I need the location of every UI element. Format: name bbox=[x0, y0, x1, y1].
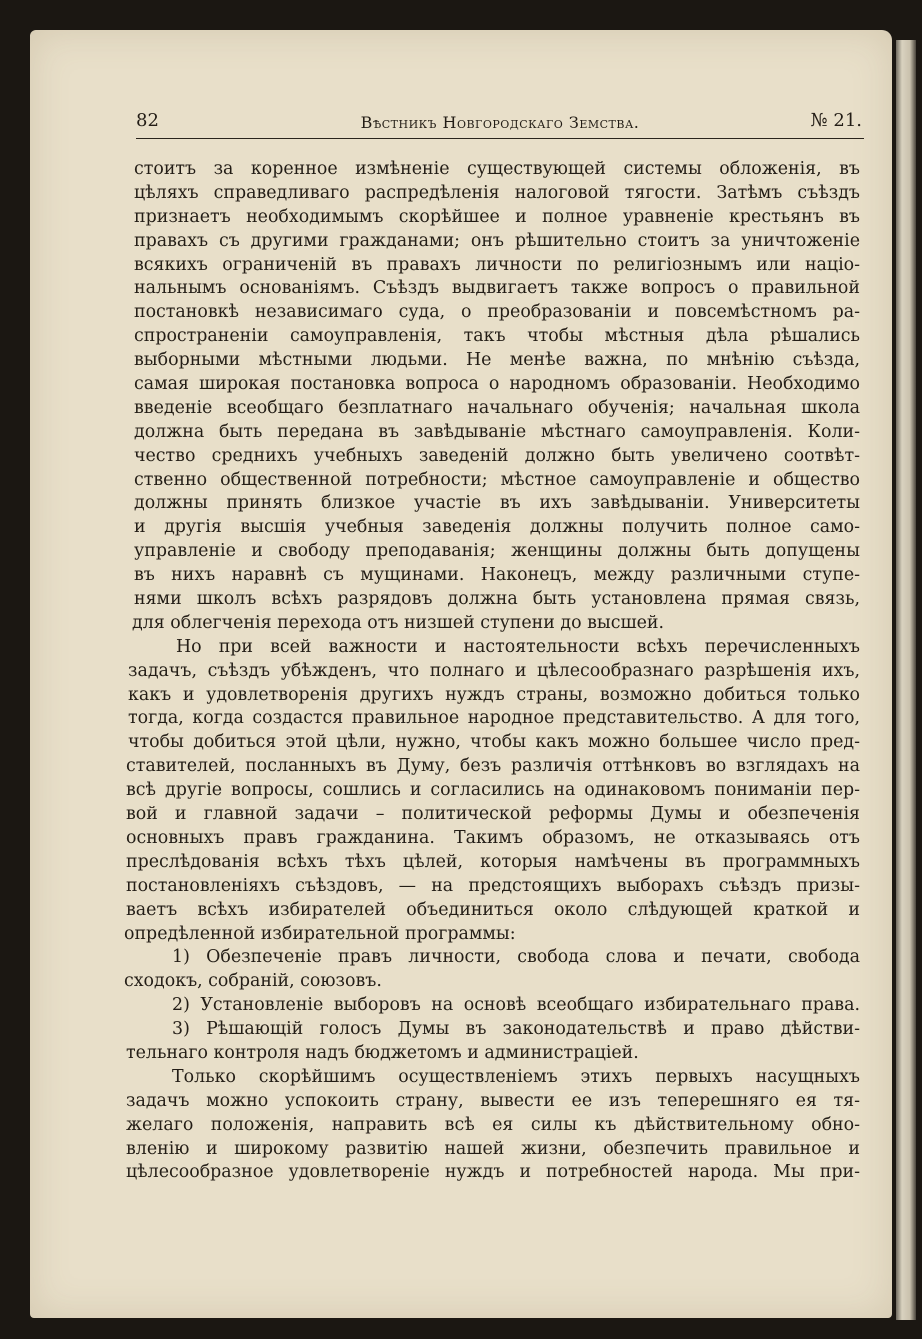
text-line: цѣляхъ справедливаго распредѣленія налоговой тягости. Затѣмъ съѣздъ bbox=[134, 182, 860, 203]
article-body bbox=[124, 158, 860, 1185]
text-line: задачъ, съѣздъ убѣжденъ, что полнаго и цѣлесообразнаго разрѣшенія ихъ, bbox=[128, 660, 860, 681]
text-line: опредѣленной избирательной программы: bbox=[124, 923, 516, 944]
text-line: задачъ можно успокоить страну, вывести ее изъ теперешняго ея тя- bbox=[126, 1090, 860, 1111]
text-line: всякихъ ограниченій въ правахъ личности по религіознымъ или націо- bbox=[134, 254, 860, 275]
page-number: 82 bbox=[136, 110, 159, 131]
text-line: вленію и широкому развитію нашей жизни, обезпечить правильное и bbox=[126, 1138, 860, 1159]
text-line: спространеніи самоуправленія, такъ чтобы мѣстныя дѣла рѣшались bbox=[134, 326, 860, 347]
text-line: выборными мѣстными людьми. Не менѣе важна, по мнѣнію съѣзда, bbox=[134, 350, 860, 371]
text-line: нями школъ всѣхъ разрядовъ должна быть установлена прямая связь, bbox=[134, 589, 860, 610]
issue-number: № 21. bbox=[810, 110, 862, 131]
text-line: тогда, когда создастся правильное народное представительство. А для того, bbox=[128, 708, 860, 729]
text-line: и другія высшія учебныя заведенія должны получить полное само- bbox=[134, 517, 860, 538]
text-line: ственно общественной потребности; мѣстное самоуправленіе и общество bbox=[134, 469, 860, 490]
text-line: въ нихъ наравнѣ съ мущинами. Наконецъ, между различными ступе- bbox=[134, 565, 860, 586]
text-line: стоитъ за коренное измѣненіе существующей системы обложенія, въ bbox=[134, 159, 860, 179]
text-line: 2) Установленіе выборовъ на основѣ всеобщаго избирательнаго права. bbox=[172, 995, 860, 1016]
text-line: правахъ съ другими гражданами; онъ рѣшительно стоитъ за уничтоженіе bbox=[134, 230, 860, 251]
running-header bbox=[136, 110, 864, 139]
text-line: введеніе всеобщаго безплатнаго начальнаго обученія; начальная школа bbox=[134, 397, 860, 418]
text-line: должны принять близкое участіе въ ихъ завѣдываніи. Университеты bbox=[134, 493, 860, 514]
text-line: 3) Рѣшающій голосъ Думы въ законодательствѣ и право дѣйстви- bbox=[172, 1019, 860, 1040]
text-line: основныхъ правъ гражданина. Такимъ образомъ, не отказываясь отъ bbox=[126, 827, 860, 848]
text-line: вой и главной задачи – политической реформы Думы и обезпеченія bbox=[126, 804, 860, 825]
text-line: сходокъ, собраній, союзовъ. bbox=[124, 971, 382, 992]
text-line: 1) Обезпеченіе правъ личности, свобода слова и печати, свобода bbox=[172, 947, 860, 968]
text-line: постановленіяхъ съѣздовъ, — на предстоящихъ выборахъ съѣздъ призы- bbox=[126, 875, 860, 896]
journal-title: Вѣстникъ Новгородскаго Земства. bbox=[360, 113, 640, 132]
text-line: Но при всей важности и настоятельности всѣхъ перечисленныхъ bbox=[176, 636, 860, 657]
text-line: для облегченія перехода отъ низшей ступени до высшей. bbox=[132, 612, 665, 633]
text-line: тельнаго контроля надъ бюджетомъ и администраціей. bbox=[126, 1042, 639, 1063]
text-line: ваетъ всѣхъ избирателей объединиться около слѣдующей краткой и bbox=[126, 899, 860, 920]
text-line: признаетъ необходимымъ скорѣйшее и полное уравненіе крестьянъ въ bbox=[134, 206, 860, 227]
text-line: постановкѣ независимаго суда, о преобразованіи и повсемѣстномъ ра- bbox=[134, 302, 860, 323]
text-line: самая широкая постановка вопроса о народномъ образованіи. Необходимо bbox=[134, 374, 860, 395]
text-line: Только скорѣйшимъ осуществленіемъ этихъ первыхъ насущныхъ bbox=[172, 1066, 860, 1087]
text-line: преслѣдованія всѣхъ тѣхъ цѣлей, которыя намѣчены въ программныхъ bbox=[126, 851, 860, 872]
text-line: цѣлесообразное удовлетвореніе нуждъ и потребностей народа. Мы при- bbox=[126, 1162, 860, 1183]
adjacent-page-edge bbox=[896, 40, 916, 1320]
text-line: какъ и удовлетворенія другихъ нуждъ страны, возможно добиться только bbox=[128, 684, 860, 705]
text-line: ставителей, посланныхъ въ Думу, безъ различія оттѣнковъ во взглядахъ на bbox=[126, 756, 860, 777]
text-line: управленіе и свободу преподаванія; женщины должны быть допущены bbox=[134, 541, 860, 562]
text-line: чество среднихъ учебныхъ заведеній должно быть увеличено соотвѣт- bbox=[134, 445, 860, 466]
text-line: всѣ другіе вопросы, сошлись и согласились на одинаковомъ пониманіи пер- bbox=[126, 780, 860, 801]
text-line: должна быть передана въ завѣдываніе мѣстнаго самоуправленія. Коли- bbox=[134, 421, 860, 442]
text-line: нальнымъ основаніямъ. Съѣздъ выдвигаетъ также вопросъ о правильной bbox=[134, 278, 860, 299]
text-line: чтобы добиться этой цѣли, нужно, чтобы какъ можно большее число пред- bbox=[128, 732, 860, 753]
text-line: желаго положенія, направить всѣ ея силы къ дѣйствительному обно- bbox=[126, 1114, 860, 1135]
